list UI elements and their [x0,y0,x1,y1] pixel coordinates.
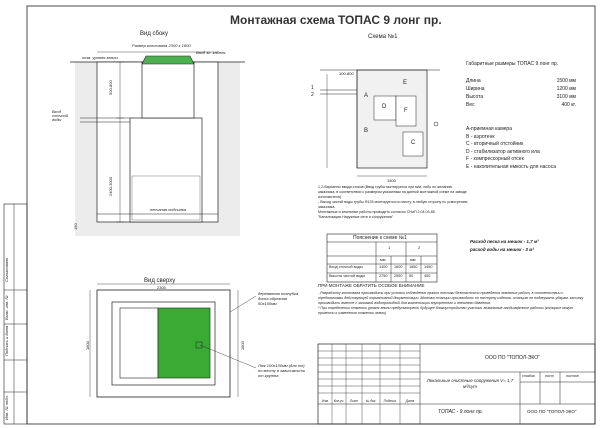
table-cell: 50 [409,274,414,278]
stamp-drawing: ТОПАС - 9 лонг пр. [438,409,483,415]
attention-title: ПРИ МОНТАЖЕ ОБРАТИТЬ ОСОБОЕ ВНИМАНИЕ [318,283,425,288]
stamp-subject: Локальные очистные сооружения V= 1,7 м³/сут [426,378,514,389]
binding-inventory: Инв. № подл. [4,395,9,420]
compartment-e: E [403,80,408,86]
table-unit: мм [380,257,386,262]
legend-item: D - стабилизатор активного ила [466,148,540,155]
dimension-row [466,77,576,85]
pit-size-label: Размер котлована 2300 х 1800 [132,43,191,48]
legend-item: E - накопительная емкость для насоса [466,163,556,170]
table-row-label: Высота чистой воды [329,274,366,278]
notes [318,185,468,220]
top-view-label: Вид сверху [144,278,176,284]
scheme-label: Схема №1 [368,34,398,40]
attention-list [318,291,588,316]
stamp-columns [318,399,420,404]
sand-label: песчаная подсыпка [150,207,187,212]
cable-label: Ввод эл. кабеля [196,50,226,55]
dimensions-list [466,77,576,109]
stamp-sheet-header: лист [545,374,554,378]
dim-neck: 500-800 [108,80,113,95]
inlet-dim: 100-800 [339,71,354,76]
formwork-label: деревянная опалубка доска обрезная 50х150мм [258,291,299,306]
table-cell: 2750 [379,274,388,278]
legend-item: А-приемная камера [466,126,512,132]
dimension-value: 3100 мм [556,94,576,100]
legend-item: В - аэротенк [466,133,495,140]
dim-bed: 150 [73,223,78,230]
legend-item: С - вторичный отстойник [466,141,524,147]
compartment-f: F [404,108,408,114]
table-row-label: Вход сточной воды [329,265,363,269]
table-col-1: 1 [388,245,391,250]
page-title: Монтажная схема ТОПАС 9 лонг пр. [230,13,442,27]
table-cell: 1400 [379,265,388,269]
table-cell: 2550 [394,274,403,278]
table-unit: мм [410,257,416,262]
dim-body: 2400-3000 [108,176,113,196]
left-dim: 1800 [85,341,90,350]
side-view-label: Вид сбоку [140,31,168,37]
stamp-col: Лист [349,399,359,403]
right-dim: 1800 [240,341,245,350]
attention-item: - Разработку котлована производить при условии соблюдения правил техники безопасности проведения земляных работ, в соответствии с требованиями действующей нормативной документации. Монтаж станции производить по паспорту изделия, станцию не подвергать ударам, засыпку производить вместе с заливкой водопроводной для компенсации внутреннего и внешнего давления. [318,291,584,305]
hatch-label: Люк 100х100мм (для тп) по месту в зависимости от грунта [258,363,306,378]
dimension-row [466,93,576,101]
point-1: 1 [311,85,314,91]
table-cell: 1450 [424,265,433,269]
table-col-2: 2 [418,245,421,250]
stamp-company: ООО ПО "ТОПОЛ-ЭКО" [485,355,540,361]
stamp-col: Изм [322,399,328,403]
dimension-name: Ширина [466,86,485,92]
compartment-a: A [364,93,369,99]
explanation-title: Пояснение к схеме №1 [353,235,407,241]
note-item: Монтажные и земляные работы проводить согласно СНиП 2.04.03-85 "Канализация.Наружные сети и сооружения" [318,210,435,219]
note-item: 1,2-Варианты ввода стоков (Ввод трубы монтируется при м/м, либо по желанию заказчика, в соответствии с размером указанным на данной монтажной схеме на заводе изготовителя). [318,185,467,199]
top-dim: 2300 [157,285,166,290]
dimension-name: Вес [466,102,475,108]
ground-label: отм. уровня земли [82,55,118,60]
attention-item: * При определении отметки уровня земли предусмотреть будущее благоустройство участка, возможные ландшафтные работы (которые могут привести к изменению отметки земли) [318,306,574,315]
dimensions-header: Габаритные размеры ТОПАС 9 лонг пр. [466,61,559,67]
stamp-col: № док. [365,399,377,403]
dimension-value: 400 кг. [561,102,576,108]
compartment-d: D [382,104,387,110]
binding-approved: Согласовано [4,257,9,282]
stamp-col: Кол.уч. [333,399,345,403]
dimension-value: 1200 мм [556,86,576,92]
point-2: 2 [311,92,314,98]
legend [466,126,584,171]
dimension-name: Высота [466,94,484,100]
note-item: - Выход чистой воды трубы Ф125 монтируется по месту, в любую сторону по усмотрению заказчика. [318,200,468,209]
water-consumption-note: расход воды на мешок - 3 м³ [470,247,535,252]
dimension-value: 1500 мм [556,78,576,84]
compartment-c: C [411,140,416,146]
dimension-row [466,85,576,93]
stamp-company-2: ООО ПО "ТОПОЛ-ЭКО" [527,409,577,414]
compartment-b: B [364,128,369,134]
stamp-col: Подпись [383,399,397,403]
table-cell: 1600 [394,265,403,269]
stamp-stage-header: стадия [522,374,535,378]
legend-item: F - компрессорный отсек [466,156,524,162]
binding-replace: Взам. инв. № [4,295,9,320]
inlet-label: Вход сточной воды [52,109,69,122]
stamp-col: Дата [405,399,415,403]
stamp-sheets-header: листов [566,374,579,378]
table-cell: 450 [424,274,431,278]
binding-signature: Подпись и дата [4,325,9,356]
dimension-row [466,101,576,109]
sand-consumption-note: Расход песка на мешок - 1,7 м³ [470,239,539,244]
dimension-name: Длина [466,78,481,84]
scheme-bottom-dim: 1500 [387,178,396,183]
table-cell: 1650 [409,265,418,269]
